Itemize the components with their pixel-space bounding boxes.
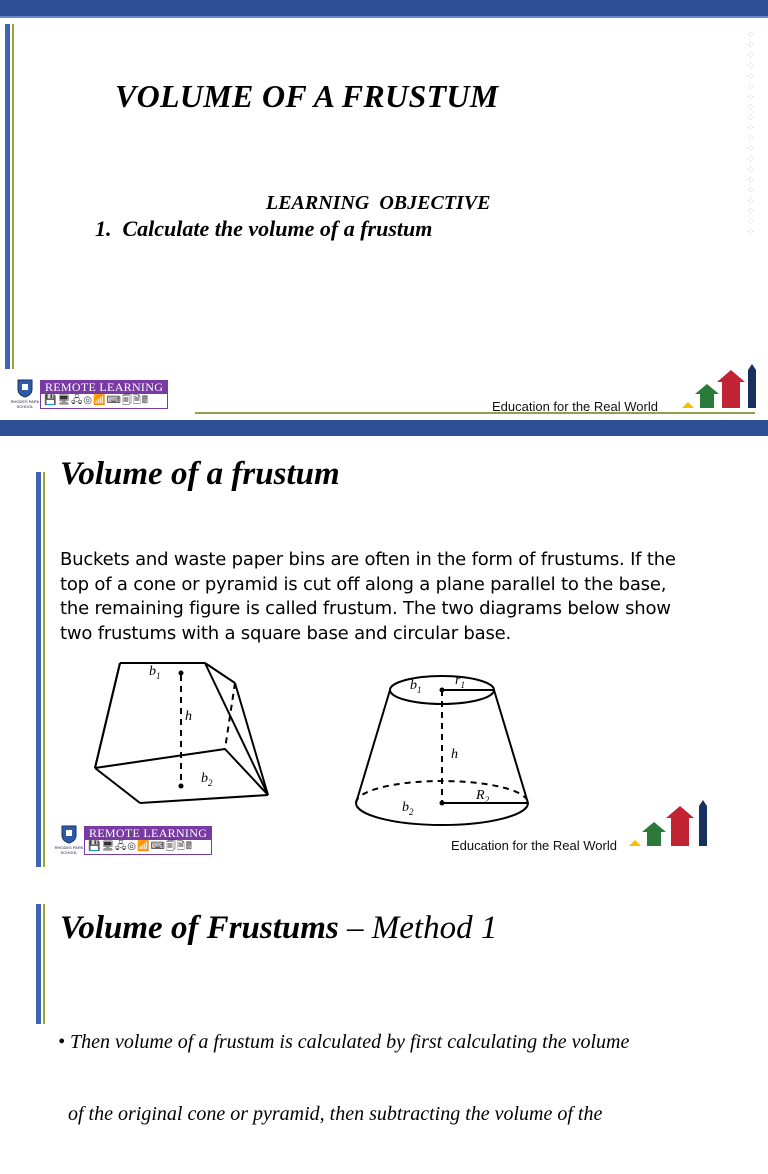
cone-base-radius-text: R <box>476 788 485 803</box>
cone-height-label: h <box>451 747 458 762</box>
square-frustum-diagram <box>90 655 275 825</box>
slide-2-left-accent-line <box>43 472 45 867</box>
school-crest-text: RHODES PARK SCHOOL <box>10 399 40 409</box>
bullet-line: • Then volume of a frustum is calculated by first calculating the volume <box>58 1031 630 1053</box>
method-1-bullet <box>58 982 629 1174</box>
cone-top-radius-sub: 1 <box>460 679 465 690</box>
growth-arrows-icon <box>678 362 766 414</box>
remote-learning-label: REMOTE LEARNING <box>41 381 167 394</box>
slide-1-left-accent-line <box>12 24 14 369</box>
cone-base-radius-sub: 2 <box>484 794 490 805</box>
remote-learning-label: REMOTE LEARNING <box>85 827 211 840</box>
school-crest-icon <box>10 378 40 409</box>
remote-learning-box <box>84 826 212 855</box>
slide-1-watermark: ⁘⁘⁘⁘⁘⁘⁘⁘⁘⁘⁘⁘⁘⁘⁘⁘⁘⁘⁘⁘ <box>744 30 755 238</box>
slide-2-left-accent-bar <box>36 472 41 867</box>
slide-2-title: Volume of a frustum <box>60 456 340 492</box>
learning-objective-heading: LEARNING OBJECTIVE <box>266 192 491 214</box>
slide-3 <box>0 872 768 1125</box>
slide-2-tagline: Education for the Real World <box>451 838 617 853</box>
slide-3-left-accent-bar <box>36 904 41 1024</box>
slide-1-left-accent-bar <box>5 24 10 369</box>
slide-3-title-main: Volume of Frustums <box>60 910 339 946</box>
pyramid-top-label-sub: 1 <box>156 670 161 681</box>
description-line: the remaining figure is called frustum. The two diagrams below show <box>60 598 671 619</box>
pyramid-height-label: h <box>185 709 192 724</box>
slide-1-title: VOLUME OF A FRUSTUM <box>115 78 499 114</box>
description-line: Buckets and waste paper bins are often in the form of frustums. If the <box>60 549 676 570</box>
remote-learning-badge <box>54 824 212 855</box>
school-crest-text: RHODES PARK SCHOOL <box>54 845 84 855</box>
slide-3-title <box>60 910 497 947</box>
cone-base-label <box>402 800 414 817</box>
device-icons: 💾🖥🖧◎📶⌨🗐🗎🖩 <box>44 395 149 406</box>
device-icons: 💾🖥🖧◎📶⌨🗐🗎🖩 <box>88 841 193 852</box>
remote-learning-badge <box>10 378 168 409</box>
frustum-description <box>60 548 676 646</box>
circular-frustum-diagram <box>350 670 535 835</box>
cone-base-label-sub: 2 <box>409 806 414 817</box>
learning-objective-item: 1. Calculate the volume of a frustum <box>95 216 433 241</box>
pyramid-top-label-text: b <box>149 664 156 679</box>
remote-learning-box <box>40 380 168 409</box>
slide-2-top-bar <box>0 420 768 436</box>
pyramid-base-label-text: b <box>201 771 208 786</box>
pyramid-base-label <box>201 771 213 788</box>
cone-top-label-text: b <box>410 678 417 693</box>
description-line: two frustums with a square base and circular base. <box>60 622 512 644</box>
cone-top-radius-text: r <box>455 673 461 688</box>
cone-base-label-text: b <box>402 800 409 815</box>
slide-1 <box>0 0 768 420</box>
slide-1-top-bar <box>0 0 768 16</box>
cone-top-radius-label <box>455 673 465 690</box>
slide-1-top-bar-line <box>0 16 768 18</box>
cone-top-label <box>410 678 422 695</box>
pyramid-base-label-sub: 2 <box>208 777 213 788</box>
school-crest-icon <box>54 824 84 855</box>
slide-2 <box>0 420 768 872</box>
description-line: top of a cone or pyramid is cut off along a plane parallel to the base, <box>60 573 667 595</box>
growth-arrows-icon <box>625 798 717 854</box>
slide-3-title-rest: – Method 1 <box>338 910 498 946</box>
slide-3-left-accent-line <box>43 904 45 1024</box>
cone-base-radius-label <box>476 788 489 805</box>
slide-1-tagline: Education for the Real World <box>492 399 658 414</box>
cone-top-label-sub: 1 <box>417 684 422 695</box>
slide-1-footer-line <box>195 412 755 414</box>
pyramid-top-label <box>149 664 161 681</box>
bullet-line: of the original cone or pyramid, then subtracting the volume of the <box>58 1103 603 1125</box>
